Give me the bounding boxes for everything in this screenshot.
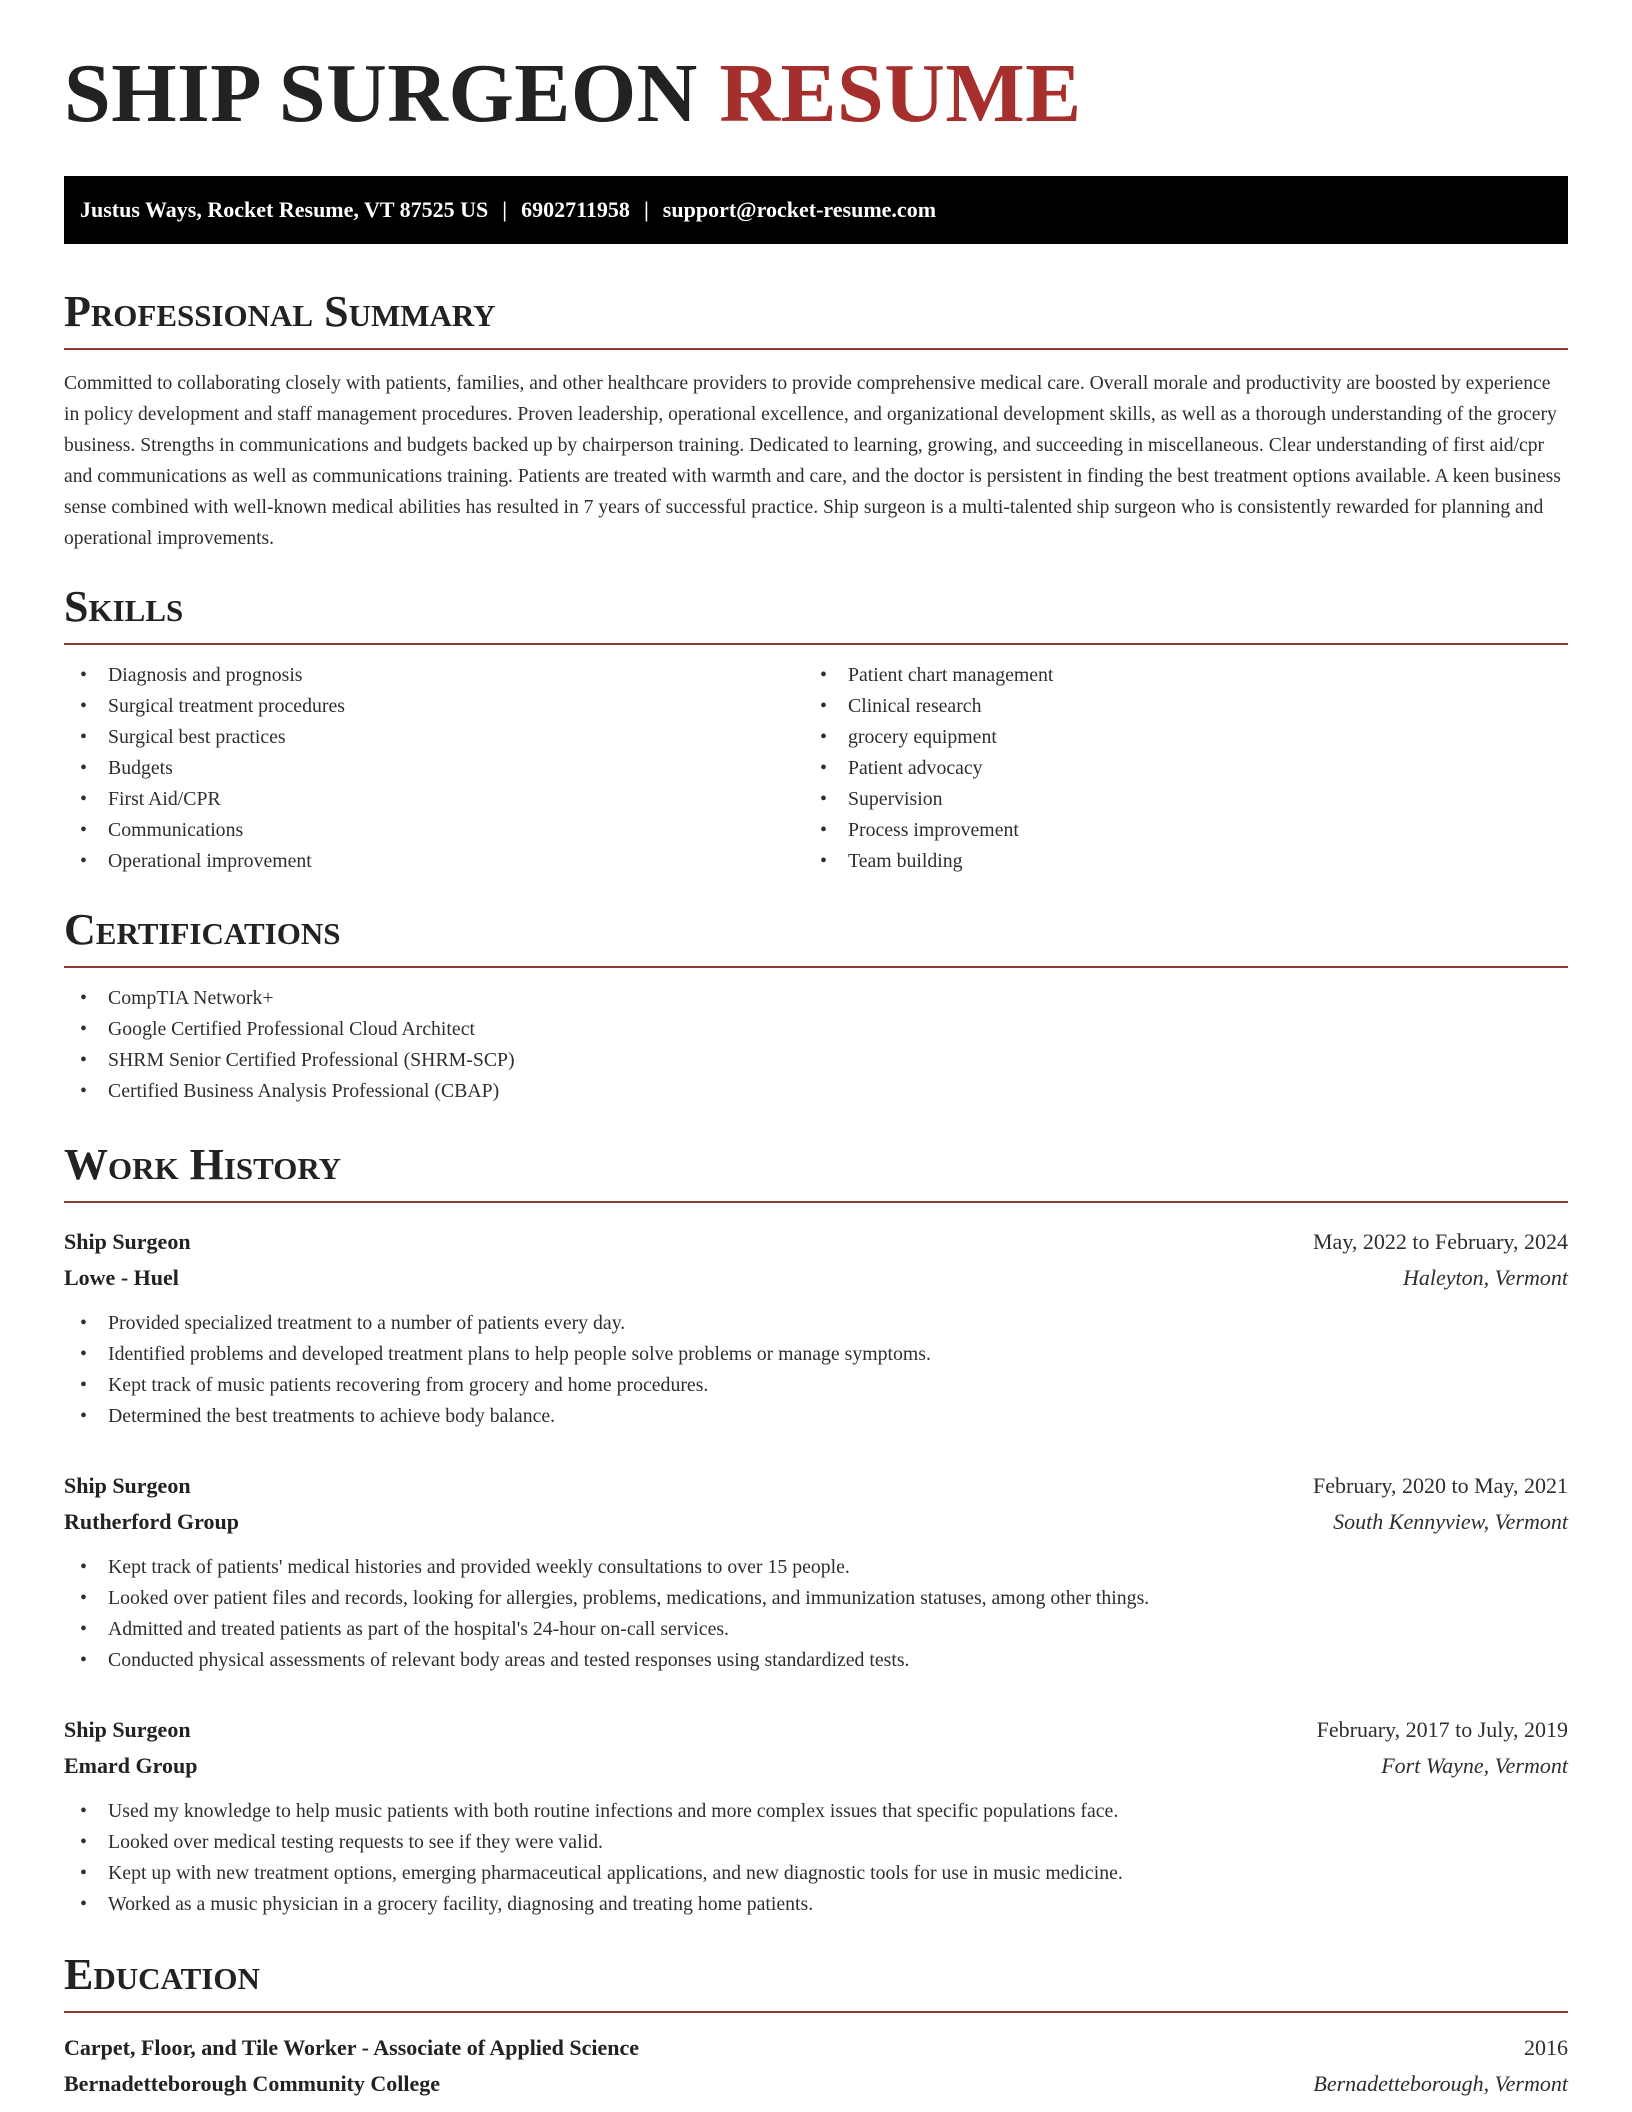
list-item: • Identified problems and developed treatment plans to help people solve problems or manage symptoms. [64, 1339, 1568, 1370]
certifications-heading: Certifications [64, 908, 1568, 968]
list-item: • Supervision [804, 784, 1053, 815]
contact-address: Justus Ways, Rocket Resume, VT 87525 US [80, 197, 489, 222]
education-entry [64, 2030, 1568, 2102]
job-duties-list [64, 1552, 1568, 1676]
job-company-row [64, 1504, 1568, 1540]
list-item: • First Aid/CPR [64, 784, 345, 815]
job-company: Lowe - Huel [64, 1265, 179, 1290]
list-item: • Surgical best practices [64, 722, 345, 753]
education-school: Bernadetteborough Community College [64, 2071, 441, 2096]
job-entry [64, 1468, 1568, 1676]
list-item: • Clinical research [804, 691, 1053, 722]
job-title: Ship Surgeon [64, 1473, 191, 1498]
list-item: • Looked over patient files and records, looking for allergies, problems, medications, and immunization statuses, among other things. [64, 1583, 1568, 1614]
list-item: • Patient advocacy [804, 753, 1053, 784]
list-item: • Patient chart management [804, 660, 1053, 691]
work-history-heading: Work History [64, 1143, 1568, 1203]
list-item: • Conducted physical assessments of relevant body areas and tested responses using standardized tests. [64, 1645, 1568, 1676]
list-item: • Process improvement [804, 815, 1053, 846]
skills-list-left [64, 660, 345, 877]
resume-title [64, 47, 1082, 140]
job-location: Haleyton, Vermont [1403, 1265, 1568, 1290]
list-item: • Kept up with new treatment options, emerging pharmaceutical applications, and new diagnostic tools for use in music medicine. [64, 1858, 1568, 1889]
contact-phone: 6902711958 [521, 197, 630, 222]
education-degree: Carpet, Floor, and Tile Worker - Associate of Applied Science [64, 2035, 640, 2060]
job-location: Fort Wayne, Vermont [1381, 1753, 1568, 1778]
contact-email: support@rocket-resume.com [662, 197, 937, 222]
job-duties-list [64, 1308, 1568, 1432]
list-item: • Looked over medical testing requests to see if they were valid. [64, 1827, 1568, 1858]
list-item: • Admitted and treated patients as part of the hospital's 24-hour on-call services. [64, 1614, 1568, 1645]
job-location: South Kennyview, Vermont [1333, 1509, 1568, 1534]
list-item: • Operational improvement [64, 846, 345, 877]
list-item: • Provided specialized treatment to a number of patients every day. [64, 1308, 1568, 1339]
list-item: • Team building [804, 846, 1053, 877]
job-header-row [64, 1224, 1568, 1260]
summary-text: Committed to collaborating closely with patients, families, and other healthcare providers to provide comprehensive medical care. Overall morale and productivity are boosted by experience in policy development and staff management procedures. Proven leadership, operational excellence, and organizational development skills, as well as a thorough understanding of the grocery business. Strengths in communications and budgets backed up by chairperson training. Dedicated to learning, growing, and succeeding in miscellaneous. Clear understanding of first aid/cpr and communications as well as communications training. Patients are treated with warmth and care, and the doctor is persistent in finding the best treatment options available. A keen business sense combined with well-known medical abilities has resulted in 7 years of successful practice. Ship surgeon is a multi-talented ship surgeon who is consistently rewarded for planning and operational improvements. [64, 373, 1561, 549]
skills-heading: Skills [64, 585, 1568, 645]
list-item: • Kept track of music patients recovering from grocery and home procedures. [64, 1370, 1568, 1401]
job-entry [64, 1712, 1568, 1920]
education-year: 2016 [1524, 2035, 1568, 2060]
job-header-row [64, 1712, 1568, 1748]
job-dates: February, 2020 to May, 2021 [1313, 1473, 1568, 1498]
education-school-row [64, 2066, 1568, 2102]
title-main: SHIP SURGEON [64, 47, 698, 140]
certifications-list [64, 983, 515, 1107]
list-item: • Kept track of patients' medical histories and provided weekly consultations to over 15 people. [64, 1552, 1568, 1583]
list-item: • Budgets [64, 753, 345, 784]
list-item: • Surgical treatment procedures [64, 691, 345, 722]
contact-separator: | [643, 197, 649, 222]
education-heading: Education [64, 1953, 1568, 2013]
title-accent: RESUME [719, 47, 1082, 140]
job-header-row [64, 1468, 1568, 1504]
list-item: • CompTIA Network+ [64, 983, 515, 1014]
education-location: Bernadetteborough, Vermont [1313, 2071, 1568, 2096]
list-item: • grocery equipment [804, 722, 1053, 753]
summary-heading: Professional Summary [64, 290, 1568, 350]
contact-separator: | [502, 197, 508, 222]
job-entry [64, 1224, 1568, 1432]
education-header-row [64, 2030, 1568, 2066]
list-item: • Determined the best treatments to achieve body balance. [64, 1401, 1568, 1432]
job-company-row [64, 1748, 1568, 1784]
job-duties-list [64, 1796, 1568, 1920]
contact-bar [64, 176, 1568, 244]
list-item: • Communications [64, 815, 345, 846]
job-dates: February, 2017 to July, 2019 [1316, 1717, 1568, 1742]
list-item: • Certified Business Analysis Professional (CBAP) [64, 1076, 515, 1107]
job-title: Ship Surgeon [64, 1717, 191, 1742]
job-company: Rutherford Group [64, 1509, 239, 1534]
list-item: • Worked as a music physician in a grocery facility, diagnosing and treating home patients. [64, 1889, 1568, 1920]
list-item: • Used my knowledge to help music patients with both routine infections and more complex issues that specific populations face. [64, 1796, 1568, 1827]
skills-list-right [804, 660, 1053, 877]
list-item: • SHRM Senior Certified Professional (SHRM-SCP) [64, 1045, 515, 1076]
job-dates: May, 2022 to February, 2024 [1313, 1229, 1568, 1254]
list-item: • Diagnosis and prognosis [64, 660, 345, 691]
job-title: Ship Surgeon [64, 1229, 191, 1254]
job-company: Emard Group [64, 1753, 198, 1778]
list-item: • Google Certified Professional Cloud Architect [64, 1014, 515, 1045]
job-company-row [64, 1260, 1568, 1296]
